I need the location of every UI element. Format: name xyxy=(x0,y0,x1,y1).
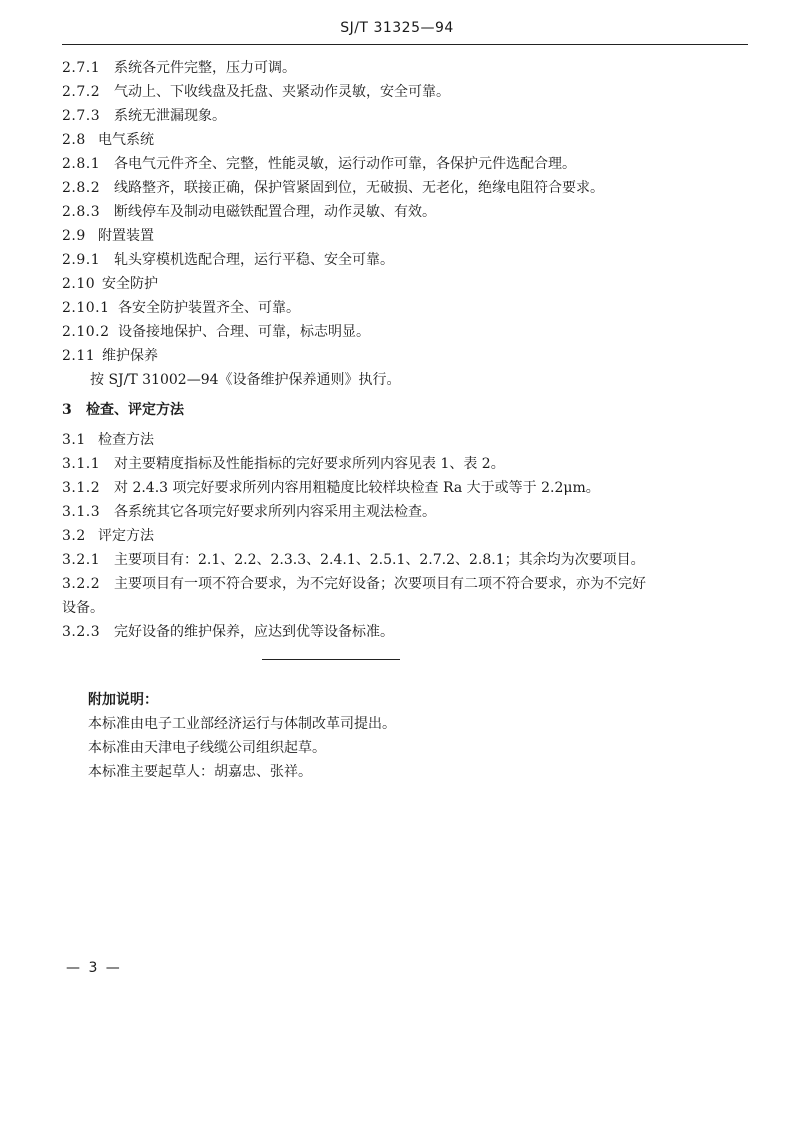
clause-number: 2.8.2 xyxy=(62,180,101,196)
clause-text: 主要项目有：2.1、2.2、2.3.3、2.4.1、2.5.1、2.7.2、2.8.1；其余均为次要项目。 xyxy=(114,552,645,568)
clause-3-2-2 xyxy=(62,572,750,596)
clause-text: 设备接地保护、合理、可靠，标志明显。 xyxy=(118,324,370,340)
clause-2-8-3 xyxy=(62,200,750,224)
clause-text: 各安全防护装置齐全、可靠。 xyxy=(118,300,300,316)
clause-3-2 xyxy=(62,524,750,548)
section-divider xyxy=(262,659,400,660)
clause-3-2-3 xyxy=(62,620,750,644)
clause-number: 3.1.2 xyxy=(62,480,101,496)
clause-number: 2.7.2 xyxy=(62,84,101,100)
clause-number: 2.10 xyxy=(62,276,96,292)
clause-2-8 xyxy=(62,128,750,152)
clause-3-1-1 xyxy=(62,452,750,476)
clause-number: 2.11 xyxy=(62,348,96,364)
clause-text: 轧头穿模机选配合理，运行平稳、安全可靠。 xyxy=(114,252,394,268)
clause-number: 3.2 xyxy=(62,528,86,544)
clause-2-7-1 xyxy=(62,56,750,80)
clause-number: 3.1.3 xyxy=(62,504,101,520)
clause-number: 2.10.1 xyxy=(62,300,110,316)
clause-text: 断线停车及制动电磁铁配置合理，动作灵敏、有效。 xyxy=(114,204,436,220)
clause-2-7-2 xyxy=(62,80,750,104)
clause-2-9 xyxy=(62,224,750,248)
clause-number: 3.2.1 xyxy=(62,552,101,568)
page-number: — 3 — xyxy=(66,960,122,976)
clause-text: 系统各元件完整，压力可调。 xyxy=(114,60,296,76)
clause-text: 线路整齐，联接正确，保护管紧固到位，无破损、无老化，绝缘电阻符合要求。 xyxy=(114,180,604,196)
clause-3-1-2 xyxy=(62,476,750,500)
clause-text: 主要项目有一项不符合要求，为不完好设备；次要项目有二项不符合要求，亦为不完好 xyxy=(114,576,646,592)
clause-number: 2.7.3 xyxy=(62,108,101,124)
clause-number: 3.1.1 xyxy=(62,456,101,472)
clause-text: 各系统其它各项完好要求所列内容采用主观法检查。 xyxy=(114,504,436,520)
appendix xyxy=(88,688,396,784)
clause-text: 附置装置 xyxy=(98,228,154,244)
clause-text: 检查方法 xyxy=(98,432,154,448)
clause-text: 安全防护 xyxy=(102,276,158,292)
section-title: 检查、评定方法 xyxy=(86,402,184,418)
clause-number: 2.9 xyxy=(62,228,86,244)
clause-text: 对 2.4.3 项完好要求所列内容用粗糙度比较样块检查 Ra 大于或等于 2.2μm。 xyxy=(114,480,600,496)
maintenance-text: 按 SJ/T 31002—94《设备维护保养通则》执行。 xyxy=(90,372,401,388)
clause-2-10-1 xyxy=(62,296,750,320)
clause-number: 2.9.1 xyxy=(62,252,101,268)
header-rule xyxy=(62,44,748,45)
clause-number: 2.8.1 xyxy=(62,156,101,172)
clause-2-10 xyxy=(62,272,750,296)
clause-number: 3.2.2 xyxy=(62,576,101,592)
clause-text: 维护保养 xyxy=(102,348,158,364)
clause-2-7-3 xyxy=(62,104,750,128)
appendix-line: 本标准由电子工业部经济运行与体制改革司提出。 xyxy=(88,716,396,732)
clause-2-8-2 xyxy=(62,176,750,200)
clause-2-11 xyxy=(62,344,750,368)
document-body xyxy=(62,56,750,644)
clause-2-8-1 xyxy=(62,152,750,176)
clause-number: 2.8 xyxy=(62,132,86,148)
header-code: SJ/T 31325—94 xyxy=(340,20,454,36)
clause-text: 电气系统 xyxy=(98,132,154,148)
clause-2-9-1 xyxy=(62,248,750,272)
clause-2-10-2 xyxy=(62,320,750,344)
clause-number: 3.1 xyxy=(62,432,86,448)
clause-number: 2.10.2 xyxy=(62,324,110,340)
clause-3-1-3 xyxy=(62,500,750,524)
clause-text: 各电气元件齐全、完整，性能灵敏，运行动作可靠，各保护元件选配合理。 xyxy=(114,156,576,172)
clause-3-2-1 xyxy=(62,548,750,572)
appendix-title: 附加说明： xyxy=(88,692,158,708)
clause-text: 系统无泄漏现象。 xyxy=(114,108,226,124)
clause-text: 评定方法 xyxy=(98,528,154,544)
clause-3-1 xyxy=(62,428,750,452)
section-number: 3 xyxy=(62,402,73,418)
clause-number: 2.7.1 xyxy=(62,60,101,76)
clause-number: 3.2.3 xyxy=(62,624,101,640)
appendix-line: 本标准主要起草人：胡嘉忠、张祥。 xyxy=(88,764,312,780)
appendix-line: 本标准由天津电子线缆公司组织起草。 xyxy=(88,740,326,756)
clause-3-2-2-continued: 设备。 xyxy=(62,600,104,616)
clause-text: 气动上、下收线盘及托盘、夹紧动作灵敏，安全可靠。 xyxy=(114,84,450,100)
clause-text: 完好设备的维护保养，应达到优等设备标准。 xyxy=(114,624,394,640)
clause-text: 对主要精度指标及性能指标的完好要求所列内容见表 1、表 2。 xyxy=(114,456,505,472)
clause-number: 2.8.3 xyxy=(62,204,101,220)
section-3-heading xyxy=(62,398,750,422)
